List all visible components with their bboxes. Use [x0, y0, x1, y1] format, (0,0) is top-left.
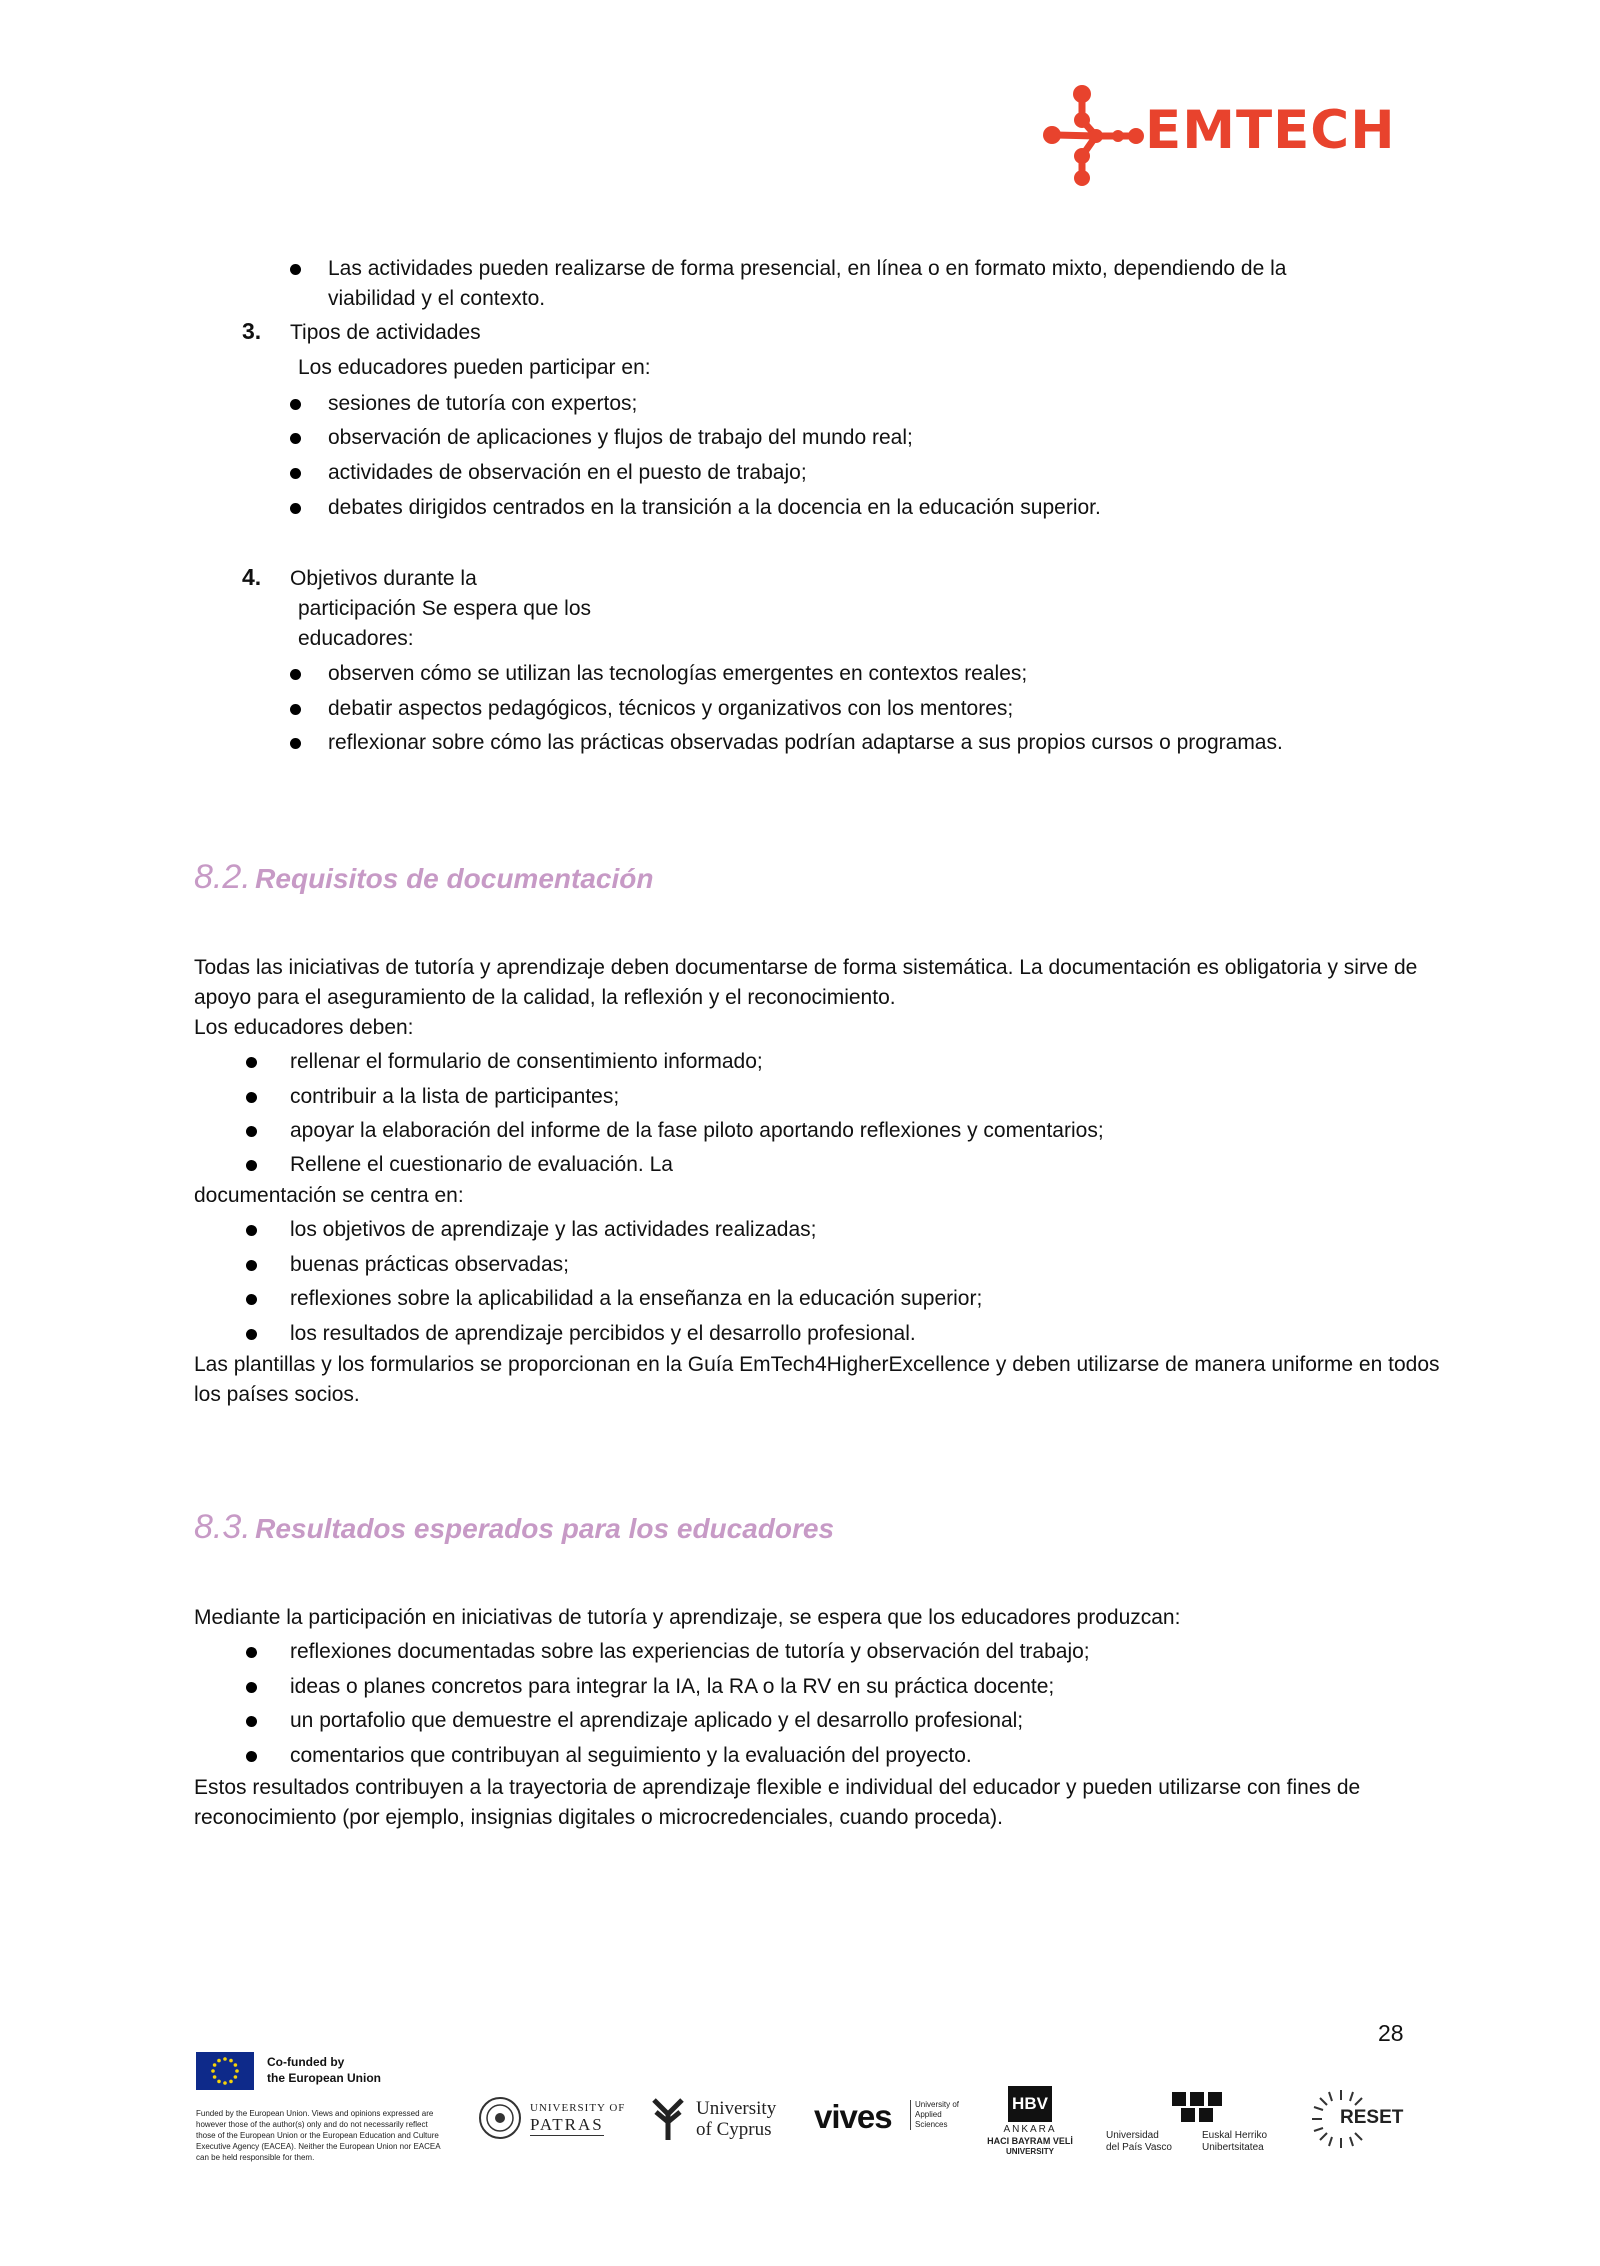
cyprus-line1: University [696, 2098, 777, 2119]
item-title-line: Objetivos durante la [290, 567, 477, 590]
vives-wordmark: vives [814, 2098, 892, 2135]
hbv-mark: HBV [1008, 2086, 1052, 2122]
paragraph: Las plantillas y los formularios se proporcionan en la Guía EmTech4HigherExcellence y deben utilizarse de manera uniforme en todos los países socios. [194, 1353, 1440, 1406]
list-item: actividades de observación en el puesto de trabajo; [328, 461, 807, 484]
upv-line2: del País Vasco [1106, 2142, 1172, 2153]
section-number: 8.3. [194, 1508, 251, 1546]
list-item: sesiones de tutoría con expertos; [328, 392, 638, 415]
bullet-dot [246, 1260, 257, 1271]
eu-disclaimer: Funded by the European Union. Views and opinions expressed are however those of the author(s) only and do not necessarily reflect those of the European Union or the European Education and Culture Executive Agency (EACEA). Neither the European Union nor EACEA can be held responsible for them. [196, 2109, 441, 2162]
upv-line4: Unibertsitatea [1202, 2142, 1264, 2153]
list-item: los resultados de aprendizaje percibidos y el desarrollo profesional. [290, 1322, 916, 1345]
vives-subtitle: University of Applied Sciences [910, 2100, 965, 2130]
item-lead: Los educadores pueden participar en: [298, 356, 651, 379]
bullet-dot [290, 738, 301, 749]
section-title: Resultados esperados para los educadores [255, 1513, 835, 1544]
intro-bullet-line1: Las actividades pueden realizarse de forma presencial, en línea o en formato mixto, dependiendo de la [328, 257, 1287, 280]
eu-cofunded-label: Co-funded by the European Union [267, 2055, 381, 2085]
item-number: 3. [242, 318, 262, 344]
bullet-dot [246, 1329, 257, 1340]
section-title: Requisitos de documentación [255, 863, 654, 894]
list-item: debatir aspectos pedagógicos, técnicos y organizativos con los mentores; [328, 697, 1014, 720]
eu-flag-icon [196, 2052, 254, 2090]
item-title: Tipos de actividades [290, 321, 481, 344]
list-item: observen cómo se utilizan las tecnologías emergentes en contextos reales; [328, 662, 1028, 685]
list-item: reflexionar sobre cómo las prácticas observadas podrían adaptarse a sus propios cursos o programas. [328, 731, 1283, 754]
bullet-dot [246, 1126, 257, 1137]
bullet-dot [290, 264, 301, 275]
bullet-dot [246, 1160, 257, 1171]
bullet-dot [290, 468, 301, 479]
list-item: buenas prácticas observadas; [290, 1253, 569, 1276]
section-number: 8.2. [194, 858, 251, 896]
upv-line1: Universidad [1106, 2130, 1159, 2141]
bullet-dot [246, 1716, 257, 1727]
cyprus-line2: of Cyprus [696, 2119, 772, 2140]
bullet-dot [246, 1294, 257, 1305]
reset-wordmark: RESET [1340, 2107, 1404, 2128]
section-heading [194, 1508, 834, 1547]
list-item: comentarios que contribuyan al seguimiento y la evaluación del proyecto. [290, 1744, 972, 1767]
upv-emblem-icon [1166, 2086, 1226, 2126]
list-item: observación de aplicaciones y flujos de trabajo del mundo real; [328, 426, 913, 449]
list-lead: documentación se centra en: [194, 1184, 464, 1207]
item-number: 4. [242, 564, 262, 590]
patras-seal-icon [478, 2096, 522, 2140]
section-heading [194, 858, 653, 897]
list-item: ideas o planes concretos para integrar la IA, la RA o la RV en su práctica docente; [290, 1675, 1055, 1698]
logo-wordmark: EMTECH [1145, 100, 1396, 161]
bullet-dot [290, 669, 301, 680]
molecule-icon [1038, 80, 1148, 190]
item-title-line: educadores: [298, 627, 414, 650]
hbv-line3: UNIVERSITY [1005, 2147, 1054, 2156]
footer [0, 2040, 1600, 2266]
bullet-dot [246, 1647, 257, 1658]
hbv-line2: HACI BAYRAM VELİ [987, 2136, 1073, 2146]
bullet-dot [246, 1751, 257, 1762]
bullet-dot [290, 433, 301, 444]
list-item: reflexiones sobre la aplicabilidad a la enseñanza en la educación superior; [290, 1287, 983, 1310]
cyprus-tree-icon [648, 2096, 688, 2140]
bullet-dot [246, 1682, 257, 1693]
list-lead: Los educadores deben: [194, 1016, 414, 1039]
paragraph: Estos resultados contribuyen a la trayectoria de aprendizaje flexible e individual del educador y pueden utilizarse con fines de reconocimiento (por ejemplo, insignias digitales o microcredenciales, cuando proceda). [194, 1776, 1361, 1829]
list-item: contribuir a la lista de participantes; [290, 1085, 620, 1108]
bullet-dot [246, 1225, 257, 1236]
list-item: reflexiones documentadas sobre las experiencias de tutoría y observación del trabajo; [290, 1640, 1090, 1663]
emtech-logo [1038, 80, 1418, 190]
paragraph: Todas las iniciativas de tutoría y aprendizaje deben documentarse de forma sistemática. La documentación es obligatoria y sirve de apoyo para el aseguramiento de la calidad, la reflexión y el reconocimiento. [194, 956, 1418, 1009]
bullet-dot [290, 503, 301, 514]
list-item: los objetivos de aprendizaje y las actividades realizadas; [290, 1218, 817, 1241]
list-item: debates dirigidos centrados en la transición a la docencia en la educación superior. [328, 496, 1101, 519]
patras-line2: PATRAS [530, 2115, 604, 2134]
intro-bullet-line2: viabilidad y el contexto. [328, 287, 546, 310]
bullet-dot [246, 1057, 257, 1068]
item-title-line: participación Se espera que los [298, 597, 592, 620]
list-item: un portafolio que demuestre el aprendizaje aplicado y el desarrollo profesional; [290, 1709, 1024, 1732]
list-item: apoyar la elaboración del informe de la fase piloto aportando reflexiones y comentarios; [290, 1119, 1104, 1142]
list-item: rellenar el formulario de consentimiento informado; [290, 1050, 763, 1073]
bullet-dot [290, 704, 301, 715]
list-lead: Mediante la participación en iniciativas de tutoría y aprendizaje, se espera que los educadores produzcan: [194, 1606, 1181, 1629]
patras-line1: UNIVERSITY OF [530, 2102, 626, 2114]
page-number: 28 [1378, 2020, 1404, 2046]
upv-line3: Euskal Herriko [1202, 2130, 1268, 2141]
hbv-line1: ANKARA [1003, 2124, 1057, 2135]
bullet-dot [246, 1092, 257, 1103]
bullet-dot [290, 399, 301, 410]
list-item: Rellene el cuestionario de evaluación. La [290, 1153, 673, 1176]
